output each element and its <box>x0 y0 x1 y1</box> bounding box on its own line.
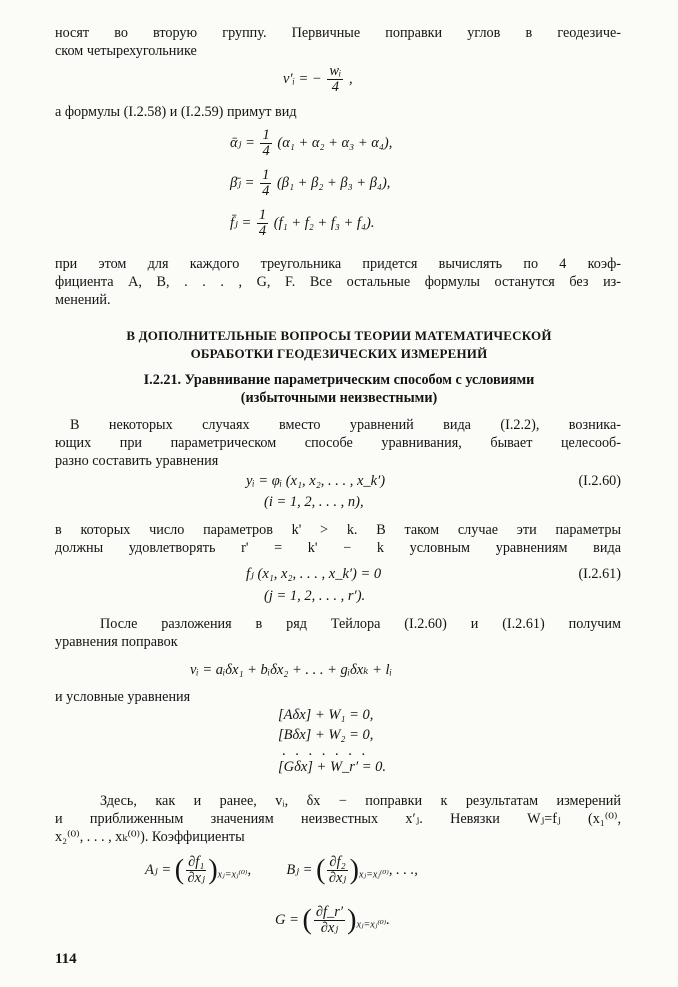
eq-rhs: (f₁ + f₂ + f₃ + f₄). <box>273 214 375 231</box>
left-paren: ( <box>302 904 312 936</box>
subscript: xⱼ=xⱼ⁽⁰⁾ <box>359 869 389 881</box>
eq-lhs: f̄ⱼ = <box>230 214 252 231</box>
denominator: ∂xⱼ <box>328 870 347 886</box>
equation-alpha <box>230 128 392 159</box>
text-line: менений. <box>55 292 111 308</box>
right-paren: ) <box>347 904 357 936</box>
text-line: носят во вторую группу. Первичные поправки углов в геодезиче- <box>55 25 621 41</box>
fraction <box>327 64 343 95</box>
numerator: ∂f_r′ <box>315 904 344 920</box>
equation-i261: fⱼ (x₁, x₂, . . . , x_k′) = 0 <box>246 566 382 582</box>
text-line: В некоторых случаях вместо уравнений вида (I.2.2), возника- <box>70 417 621 433</box>
numerator: ∂f₂ <box>329 854 346 870</box>
text-line: ющих при параметрическом способе уравнивания, бывает целесооб- <box>55 435 621 451</box>
numerator: 1 <box>262 167 270 183</box>
text-line: и приближенным значениям неизвестных x′ⱼ. Невязки Wⱼ=fⱼ (x₁⁽⁰⁾, <box>55 811 621 827</box>
text-line: должны удовлетворять r' = k' − k условным уравнениям вида <box>55 540 621 556</box>
equation-number: (I.2.61) <box>578 566 621 582</box>
denominator: 4 <box>262 143 270 159</box>
page-number: 114 <box>55 951 77 967</box>
fraction <box>260 128 271 159</box>
eq-lhs: ᾱⱼ = <box>230 134 255 151</box>
subscript: xⱼ=xⱼ⁽⁰⁾ <box>217 869 248 881</box>
equation-range: (i = 1, 2, . . . , n), <box>264 494 364 510</box>
numerator: wᵢ <box>329 63 342 79</box>
right-paren: ) <box>349 854 359 886</box>
text-line: в которых число параметров k' > k. В таком случае эти параметры <box>55 522 621 538</box>
text-line: ском четырехугольнике <box>55 43 197 59</box>
equation-derivatives <box>145 855 418 886</box>
text-line: После разложения в ряд Тейлора (I.2.60) и (I.2.61) получим <box>100 616 621 632</box>
condition-eq: [Gδx] + W_r′ = 0. <box>278 759 387 775</box>
denominator: 4 <box>262 183 270 199</box>
text-line: уравнения поправок <box>55 634 178 650</box>
equation-number: (I.2.60) <box>578 473 621 489</box>
eq-lhs: G = <box>275 911 299 928</box>
eq-lhs: Bⱼ = <box>286 861 313 878</box>
left-paren: ( <box>174 854 185 886</box>
subscript: xⱼ=xⱼ⁽⁰⁾ <box>356 919 387 931</box>
fraction <box>257 208 268 239</box>
right-paren: ) <box>208 854 218 886</box>
subsection-title: (избыточными неизвестными) <box>240 390 438 406</box>
denominator: 4 <box>258 223 267 239</box>
equation-g <box>275 905 390 936</box>
text-line: разно составить уравнения <box>55 453 219 469</box>
equation-v <box>283 64 353 95</box>
separator: , <box>247 861 252 878</box>
equation-beta <box>230 168 390 199</box>
text-line: Здесь, как и ранее, vᵢ, δx − поправки к результатам измерений <box>100 793 621 809</box>
numerator: 1 <box>258 207 267 223</box>
numerator: ∂f₁ <box>188 854 205 870</box>
eq-lhs: v′ᵢ = − <box>283 70 322 87</box>
denominator: 4 <box>331 79 339 95</box>
eq-lhs: Aⱼ = <box>145 861 172 878</box>
fraction <box>186 855 206 886</box>
equation-f <box>230 208 374 239</box>
fraction <box>314 905 345 936</box>
denominator: ∂xⱼ <box>320 920 339 936</box>
section-title: В ДОПОЛНИТЕЛЬНЫЕ ВОПРОСЫ ТЕОРИИ МАТЕМАТИЧЕСКОЙ <box>126 328 552 343</box>
text-line: при этом для каждого треугольника придется вычислять по 4 коэф- <box>55 256 621 272</box>
equation-range: (j = 1, 2, . . . , r′). <box>264 588 366 604</box>
denominator: ∂xⱼ <box>187 870 205 886</box>
text-line: а формулы (I.2.58) и (I.2.59) примут вид <box>55 104 297 120</box>
text-line: x₂⁽⁰⁾, . . . , xₖ⁽⁰⁾). Коэффициенты <box>55 829 245 845</box>
equation-i260: yᵢ = φᵢ (x₁, x₂, . . . , x_k′) <box>246 473 386 489</box>
section-title: ОБРАБОТКИ ГЕОДЕЗИЧЕСКИХ ИЗМЕРЕНИЙ <box>190 346 488 361</box>
equation-corrections: vᵢ = aᵢδx₁ + bᵢδx₂ + . . . + gᵢδxₖ + lᵢ <box>190 662 392 678</box>
fraction <box>260 168 271 199</box>
text-line: фициента A, B, . . . , G, F. Все остальные формулы останутся без из- <box>55 274 621 290</box>
eq-rhs: (α₁ + α₂ + α₃ + α₄), <box>277 134 393 151</box>
fraction <box>327 855 347 886</box>
eq-lhs: β̄ⱼ = <box>230 174 255 191</box>
continuation: , . . ., <box>388 861 418 878</box>
condition-eq: [Bδx] + W₂ = 0, <box>278 727 374 743</box>
eq-end: , <box>348 70 353 87</box>
text-line: и условные уравнения <box>55 689 191 705</box>
condition-eq: [Aδx] + W₁ = 0, <box>278 707 374 723</box>
left-paren: ( <box>316 854 326 886</box>
subsection-title: I.2.21. Уравнивание параметрическим способом с условиями <box>143 372 535 388</box>
eq-end: . <box>386 911 390 928</box>
eq-rhs: (β₁ + β₂ + β₃ + β₄), <box>276 174 391 191</box>
condition-dots: . . . . . . . <box>282 743 369 759</box>
numerator: 1 <box>262 127 270 143</box>
